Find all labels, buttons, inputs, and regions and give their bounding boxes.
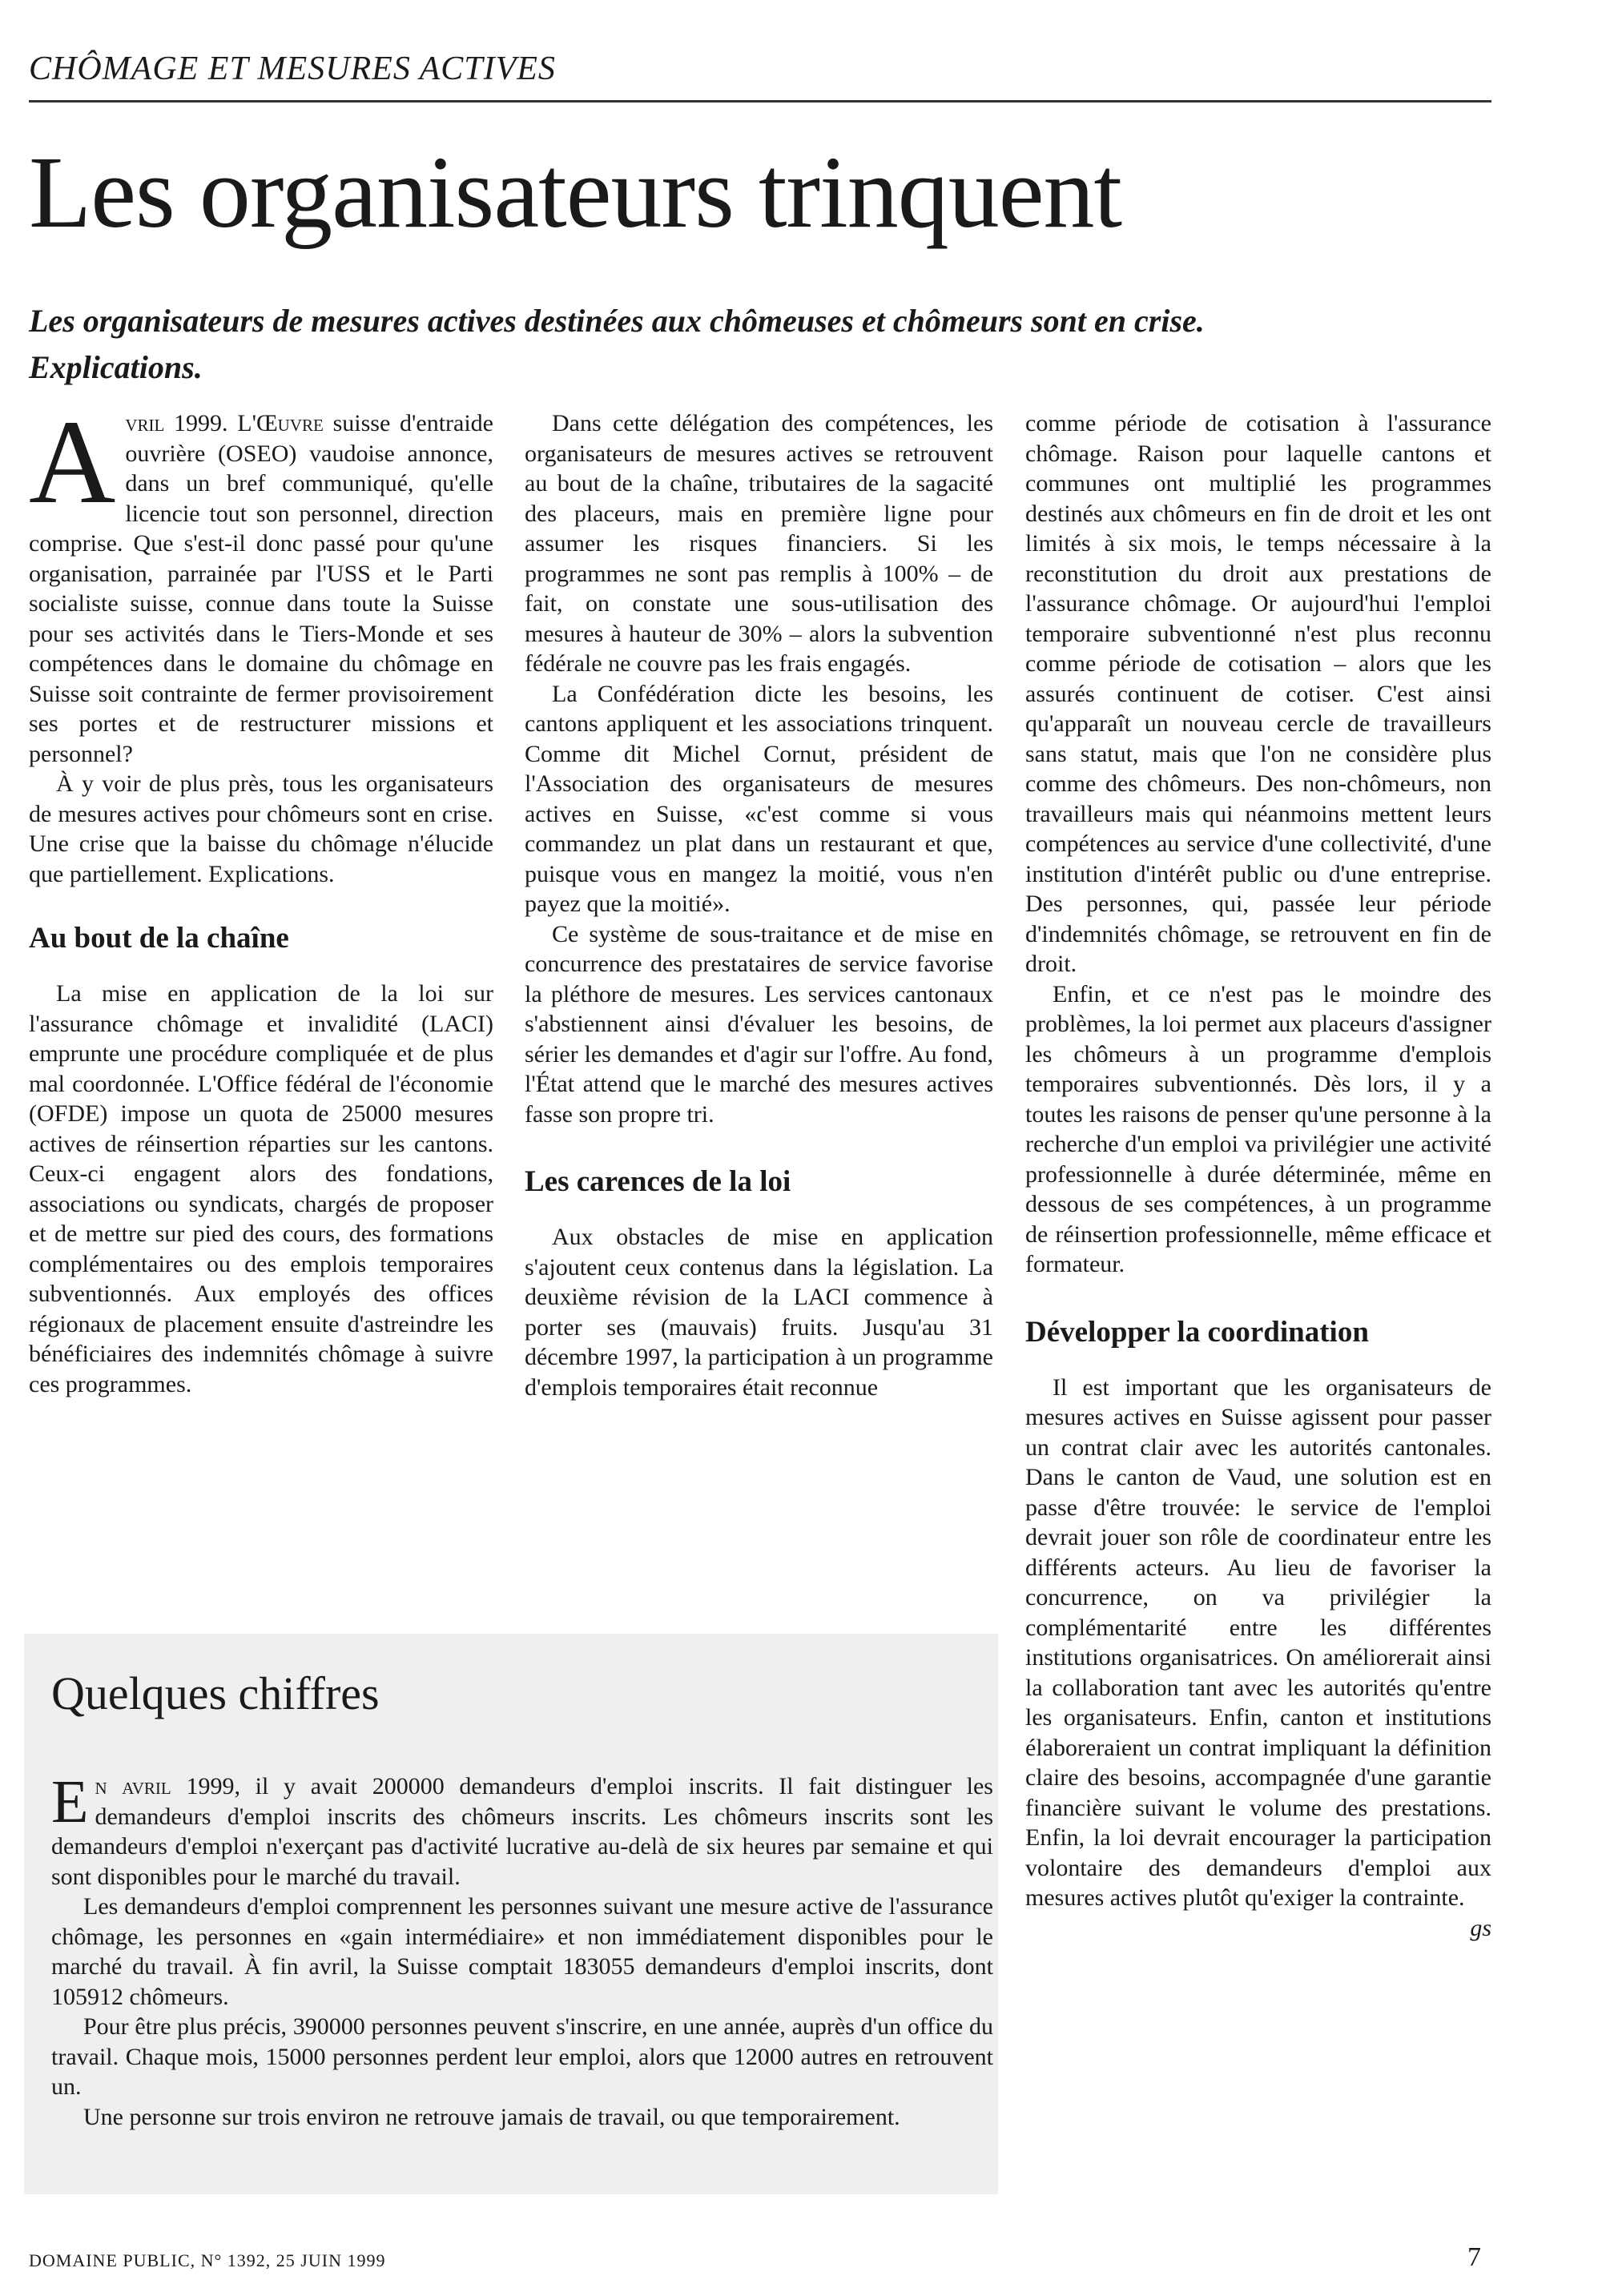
figures-paragraph-1-text: 1999, il y avait 200000 demandeurs d'emploi inscrits. Il fait distinguer les demandeurs d'emploi inscrits des chômeurs inscrits. Les chômeurs inscrits sont les demandeurs d'emploi n'exerçant pas d'activité lucrative au-delà de six heures par semaine et qui sont disponibles pour le marché du travail. xyxy=(51,1773,993,1890)
figures-box-body xyxy=(51,1768,993,2132)
figures-drop-cap: E xyxy=(51,1768,89,1836)
page-number: 7 xyxy=(1467,2242,1481,2272)
intro-paragraph xyxy=(29,396,493,769)
paragraph-carences-continued: comme période de cotisation à l'assurance chômage. Raison pour laquelle cantons et communes ont multiplié les programmes destinés aux chômeurs en fin de droit et les ont limités à six mois, le temps nécessaire à la reconstitution du droit aux prestations de l'assurance chômage. Or aujourd'hui l'emploi temporaire subventionné n'est plus reconnu comme période de cotisation – alors que les assurés continuent de cotiser. C'est ainsi qu'apparaît un nouveau cercle de travailleurs sans statut, mais que l'on ne considère plus comme des chômeurs. Des non-chômeurs, non travailleurs mais qui néanmoins mettent leurs compétences au service d'une collectivité, d'une institution d'intérêt public ou d'une entreprise. Des personnes, qui, passée leur période d'indemnités chômage, se retrouvent en fin de droit. xyxy=(1025,410,1491,977)
figures-paragraph-4: Une personne sur trois environ ne retrouve jamais de travail, ou que temporairement. xyxy=(83,2103,900,2130)
paragraph-confederation: La Confédération dicte les besoins, les cantons appliquent et les associations trinquent. Comme dit Michel Cornut, président de l'Association des organisateurs de mesures actives en Suisse, «c'est comme si vous commandez un plat dans un restaurant et que, puisque vous en mangez la moitié, vous n'en payez que la moitié». xyxy=(525,680,993,917)
subheading-bout: Au bout de la chaîne xyxy=(29,922,289,955)
issue-footer: DOMAINE PUBLIC, N° 1392, 25 JUIN 1999 xyxy=(29,2250,386,2270)
figures-smallcaps: n avril xyxy=(95,1773,171,1799)
paragraph-enfin: Enfin, et ce n'est pas le moindre des problèmes, la loi permet aux placeurs d'assigner les chômeurs à un programme d'emplois temporaires subventionnés. Dès lors, il y a toutes les raisons de penser qu'une personne à la recherche d'un emploi va privilégier une activité professionnelle à durée déterminée, même en dessous de ses compétences, à un programme de réinsertion professionnelle, même efficace et formateur. xyxy=(1025,980,1491,1277)
coordination-text: Il est important que les organisateurs de mesures actives en Suisse agissent pour passer un contrat clair avec les autorités cantonales. Dans le canton de Vaud, une solution est en passe d'être trouvée: le service de l'emploi devrait jouer son rôle de coordinateur entre les différents acteurs. Au lieu de favoriser la concurrence, on va privilégier la complémentarité entre les différentes institutions organisatrices. On améliorerait ainsi la collaboration tant avec les autorités qu'entre les organisateurs. Enfin, canton et institutions élaboreraient un contrat impliquant la définition claire des besoins, accompagnée d'une garantie financière suivant le volume des prestations. Enfin, la loi devrait encourager la participation volontaire des demandeurs d'emploi aux mesures actives plutôt qu'exiger la contrainte. xyxy=(1025,1373,1491,1911)
section-rubric: CHÔMAGE ET MESURES ACTIVES xyxy=(29,50,556,87)
subheading-carences: Les carences de la loi xyxy=(525,1165,791,1198)
intro-smallcaps: vril 1999. L'Œuvre xyxy=(125,410,324,436)
figures-paragraph-2: Les demandeurs d'emploi comprennent les personnes suivant une mesure active de l'assurance chômage, les personnes en «gain intermédiaire» et non immédiatement disponibles pour le marché du travail. À fin avril, la Suisse comptait 183055 demandeurs d'emploi inscrits, dont 105912 chômeurs. xyxy=(51,1893,993,2010)
paragraph-systeme: Ce système de sous-traitance et de mise en concurrence des prestataires de service favorise la pléthore de mesures. Les services cantonaux s'abstiennent ainsi d'évaluer les besoins, de sérier les demandes et d'agir sur l'offre. Au fond, l'État attend que le marché des mesures actives fasse son propre tri. xyxy=(525,920,993,1128)
intro-paragraph-2: À y voir de plus près, tous les organisateurs de mesures actives pour chômeurs sont en crise. Une crise que la baisse du chômage n'élucide que partiellement. Explications. xyxy=(29,770,493,887)
article-title: Les organisateurs trinquent xyxy=(29,135,1122,249)
subheading-coordination: Développer la coordination xyxy=(1025,1315,1369,1349)
column-3 xyxy=(1025,408,1491,1943)
figures-paragraph-3: Pour être plus précis, 390000 personnes peuvent s'inscrire, en une année, auprès d'un office du travail. Chaque mois, 15000 personnes perdent leur emploi, alors que 12000 autres en retrouvent un. xyxy=(51,2013,993,2100)
header-rule xyxy=(29,100,1491,103)
figures-box xyxy=(24,1634,998,2194)
drop-cap: A xyxy=(29,396,116,529)
article-lead: Les organisateurs de mesures actives destinées aux chômeuses et chômeurs sont en crise. Explications. xyxy=(29,303,1205,385)
figures-paragraph-1 xyxy=(51,1768,993,1892)
paragraph-delegation: Dans cette délégation des compétences, les organisateurs de mesures actives se retrouvent au bout de la chaîne, tributaires de la sagacité des placeurs, mais en première ligne pour assumer les risques financiers. Si les programmes ne sont pas remplis à 100% – de fait, on constate une sous-utilisation des mesures à hauteur de 30% – alors la subvention fédérale ne couvre pas les frais engagés. xyxy=(525,410,993,677)
paragraph-coordination xyxy=(1025,1373,1491,1941)
figures-box-title: Quelques chiffres xyxy=(51,1667,380,1719)
paragraph-carences: Aux obstacles de mise en application s'ajoutent ceux contenus dans la législation. La deuxième révision de la LACI commence à porter ses (mauvais) fruits. Jusqu'au 31 décembre 1997, la participation à un programme d'emplois temporaires était reconnue xyxy=(525,1224,993,1401)
intro-text: suisse d'entraide ouvrière (OSEO) vaudoise annonce, dans un bref communiqué, qu'elle licencie tout son personnel, direction comprise. Que s'est-il donc passé pour qu'une organisation, parrainée par l'USS et le Parti socialiste suisse, connue dans toute la Suisse pour ses activités dans le Tiers-Monde et ses compétences dans le domaine du chômage en Suisse soit contrainte de fermer provisoirement ses portes et de restructurer missions et personnel? xyxy=(29,410,493,767)
column-1 xyxy=(29,396,493,1399)
paragraph-bout: La mise en application de la loi sur l'assurance chômage et invalidité (LACI) emprunte une procédure compliquée et de plus mal coordonnée. L'Office fédéral de l'économie (OFDE) impose un quota de 25000 mesures actives de réinsertion réparties sur les cantons. Ceux-ci engagent alors des fondations, associations ou syndicats, chargés de proposer et de mettre sur pied des cours, des formations complémentaires ou des emplois temporaires subventionnés. Aux employés des offices régionaux de placement ensuite d'astreindre les bénéficiaires des indemnités chômage à suivre ces programmes. xyxy=(29,980,493,1397)
column-2 xyxy=(525,408,993,1402)
author-signature: gs xyxy=(1470,1914,1491,1941)
